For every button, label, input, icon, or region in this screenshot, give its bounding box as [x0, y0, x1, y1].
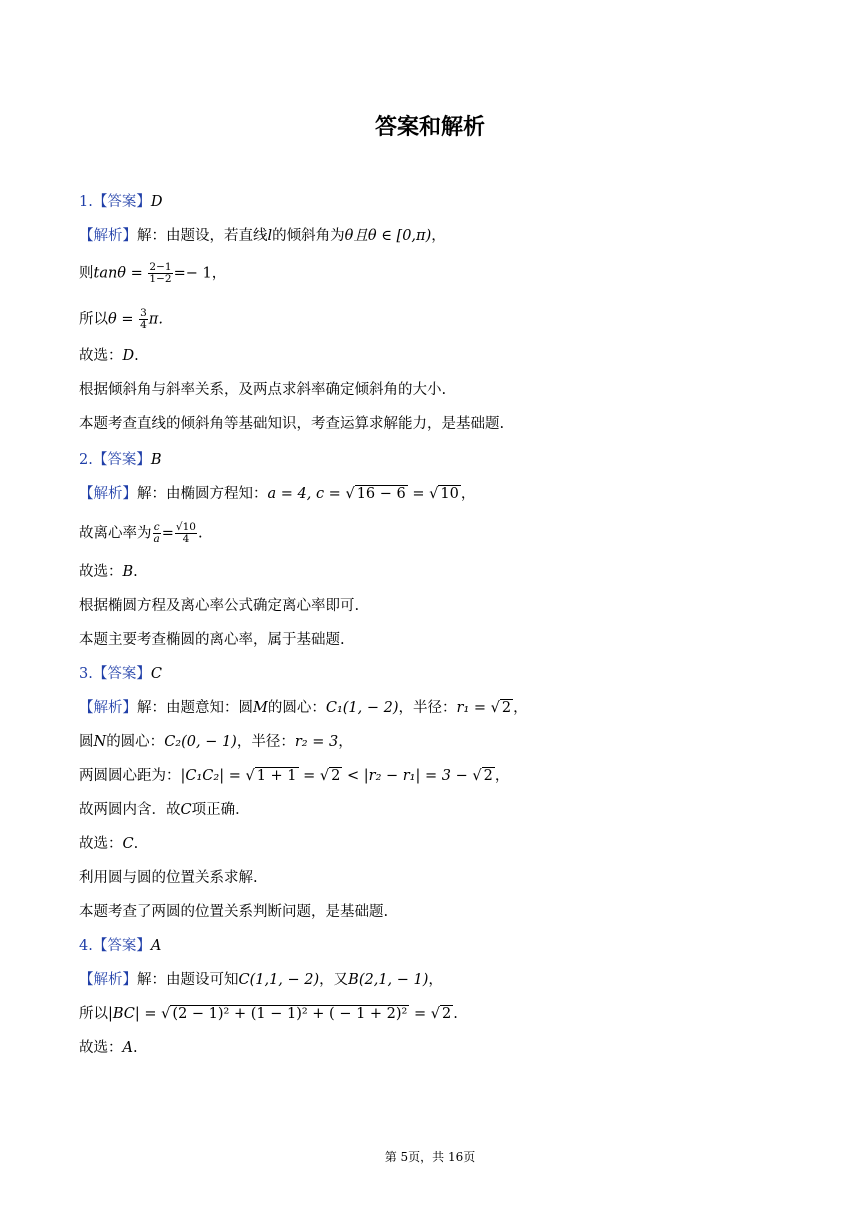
radicand: 2	[442, 1006, 452, 1022]
q1-note-1: 根据倾斜角与斜率关系，及两点求斜率确定倾斜角的大小.	[79, 382, 447, 398]
text: .	[197, 525, 203, 542]
q3-analysis-line-3	[79, 766, 509, 786]
math-expression: C₂(0, − 1)	[164, 734, 237, 750]
q1-answer-line	[79, 192, 162, 212]
text: .	[453, 1006, 458, 1022]
denominator: 1−2	[149, 273, 172, 285]
q2-note-2: 本题主要考查椭圆的离心率，属于基础题.	[79, 632, 345, 648]
q1-number: 1.	[79, 194, 93, 210]
math-var: N	[93, 734, 107, 750]
choice-letter: B	[122, 564, 134, 580]
answer-tag: 【答案】	[92, 938, 151, 954]
q1-answer: D	[150, 194, 163, 210]
math-expression: < |r₂ − r₁| = 3 −	[347, 768, 468, 784]
math-expression: C(1,1, − 2)	[238, 972, 320, 988]
text: .	[133, 564, 138, 580]
text: 所以	[79, 311, 108, 328]
math-expression: π.	[148, 311, 163, 328]
square-root: √ 2	[472, 768, 493, 784]
numerator: 3	[140, 307, 147, 319]
answer-tag: 【答案】	[92, 194, 151, 210]
answer-tag: 【答案】	[92, 452, 151, 468]
text: 故两圆内含．故	[79, 802, 181, 818]
analysis-tag: 【解析】	[79, 228, 137, 244]
text: =	[413, 1006, 427, 1022]
analysis-tag: 【解析】	[79, 486, 137, 502]
square-root: √ 16 − 6	[345, 486, 406, 502]
q2-number: 2.	[79, 452, 93, 468]
q2-analysis-line-1	[79, 484, 475, 504]
q4-choose	[79, 1038, 138, 1058]
q2-analysis-line-2	[79, 522, 203, 545]
math-expression: tanθ =	[93, 265, 143, 282]
text: 解：由题设，若直线	[137, 228, 268, 244]
text: ，	[513, 700, 528, 716]
math-expression: r₁ =	[456, 700, 487, 716]
denominator: a	[153, 533, 160, 545]
q1-analysis-line-2	[79, 262, 226, 285]
math-expression: |BC| =	[108, 1006, 157, 1022]
square-root: √ 2	[490, 700, 512, 716]
denominator: 4	[140, 319, 147, 331]
math-var: l	[267, 228, 273, 244]
q1-note-2: 本题考查直线的倾斜角等基础知识，考查运算求解能力，是基础题.	[79, 416, 505, 432]
q3-analysis-line-1	[79, 698, 528, 718]
square-root: √ 1 + 1	[245, 768, 297, 784]
numerator: √10	[175, 521, 196, 533]
numerator: c	[153, 521, 160, 533]
radicand: (2 − 1)² + (1 − 1)² + ( − 1 + 2)²	[172, 1006, 408, 1022]
q4-analysis-line-1	[79, 970, 443, 990]
text: 解：由椭圆方程知：	[137, 486, 268, 502]
radicand: 1 + 1	[256, 768, 297, 784]
text: ，半径：	[398, 700, 457, 716]
square-root: √ 2	[319, 768, 341, 784]
text: 解：由题设可知	[137, 972, 239, 988]
fraction	[175, 522, 197, 545]
text: ，半径：	[236, 734, 295, 750]
math-expression: θ且θ ∈ [0,π)	[344, 228, 432, 244]
text: .	[134, 348, 139, 364]
text: ，又	[319, 972, 349, 988]
text: 两圆圆心距为：	[79, 768, 181, 784]
q3-choose	[79, 834, 138, 854]
math-expression: B(2,1, − 1)	[348, 972, 429, 988]
math-expression: a = 4, c =	[267, 486, 341, 502]
q3-analysis-line-2	[79, 732, 353, 752]
choice-letter: C	[122, 836, 134, 852]
radicand: 2	[331, 768, 341, 784]
radicand: 2	[483, 768, 493, 784]
text: ，	[431, 228, 446, 244]
q3-answer: C	[150, 666, 162, 682]
text: 故选：	[79, 564, 123, 580]
text: 项正确．	[191, 802, 250, 818]
math-var: C	[180, 802, 192, 818]
page-footer: 第 5页，共 16页	[384, 1150, 476, 1164]
text: 所以	[79, 1006, 108, 1022]
text: 的圆心：	[106, 734, 165, 750]
text: =− 1，	[173, 265, 227, 282]
text: 解：由题意知：圆	[137, 700, 253, 716]
text: ，	[494, 768, 510, 784]
q4-answer: A	[150, 938, 162, 954]
q4-analysis-line-2	[79, 1004, 458, 1024]
choice-letter: D	[122, 348, 135, 364]
q3-analysis-line-4	[79, 800, 250, 820]
q2-answer-line	[79, 450, 162, 470]
q2-answer: B	[150, 452, 162, 468]
answer-tag: 【答案】	[92, 666, 151, 682]
text: 故离心率为	[79, 525, 152, 542]
page-title: 答案和解析	[374, 115, 485, 140]
math-var: M	[253, 700, 268, 716]
text: ，	[460, 486, 476, 502]
q1-choose	[79, 346, 139, 366]
q3-answer-line	[79, 664, 162, 684]
math-expression: θ =	[108, 311, 134, 328]
denominator: 4	[182, 533, 190, 545]
text: =	[161, 525, 174, 542]
square-root: √ 10	[429, 486, 459, 502]
q1-analysis-line-3	[79, 308, 163, 331]
math-expression: r₂ = 3	[294, 734, 339, 750]
math-expression: =	[303, 768, 316, 784]
q1-analysis-line-1	[79, 226, 446, 246]
analysis-tag: 【解析】	[79, 972, 137, 988]
q4-number: 4.	[79, 938, 93, 954]
q2-choose	[79, 562, 138, 582]
radicand: 10	[440, 486, 459, 502]
math-expression: C₁(1, − 2)	[325, 700, 399, 716]
text: 故选：	[79, 348, 123, 364]
q2-note-1: 根据椭圆方程及离心率公式确定离心率即可.	[79, 598, 360, 614]
text: 的圆心：	[267, 700, 326, 716]
radicand: 2	[501, 700, 512, 716]
q3-note-1: 利用圆与圆的位置关系求解.	[79, 870, 258, 886]
q3-number: 3.	[79, 666, 93, 682]
q4-answer-line	[79, 936, 161, 956]
radicand: 16 − 6	[356, 486, 406, 502]
text: 则	[79, 265, 94, 282]
text: 圆	[79, 734, 94, 750]
fraction	[139, 308, 148, 331]
text: ，	[338, 734, 353, 750]
math-expression: |C₁C₂| =	[180, 768, 241, 784]
fraction	[153, 522, 161, 545]
choice-letter: A	[122, 1040, 133, 1056]
text: .	[133, 836, 139, 852]
text: ，	[428, 972, 443, 988]
fraction	[148, 262, 172, 285]
square-root: √ (2 − 1)² + (1 − 1)² + ( − 1 + 2)²	[161, 1006, 408, 1022]
text: .	[132, 1040, 138, 1056]
square-root: √ 2	[430, 1006, 452, 1022]
text: 故选：	[79, 1040, 123, 1056]
text: 的倾斜角为	[272, 228, 345, 244]
analysis-tag: 【解析】	[79, 700, 137, 716]
text: =	[412, 486, 425, 502]
q3-note-2: 本题考查了两圆的位置关系判断问题，是基础题.	[79, 904, 389, 920]
text: 故选：	[79, 836, 123, 852]
numerator: 2−1	[149, 261, 172, 273]
